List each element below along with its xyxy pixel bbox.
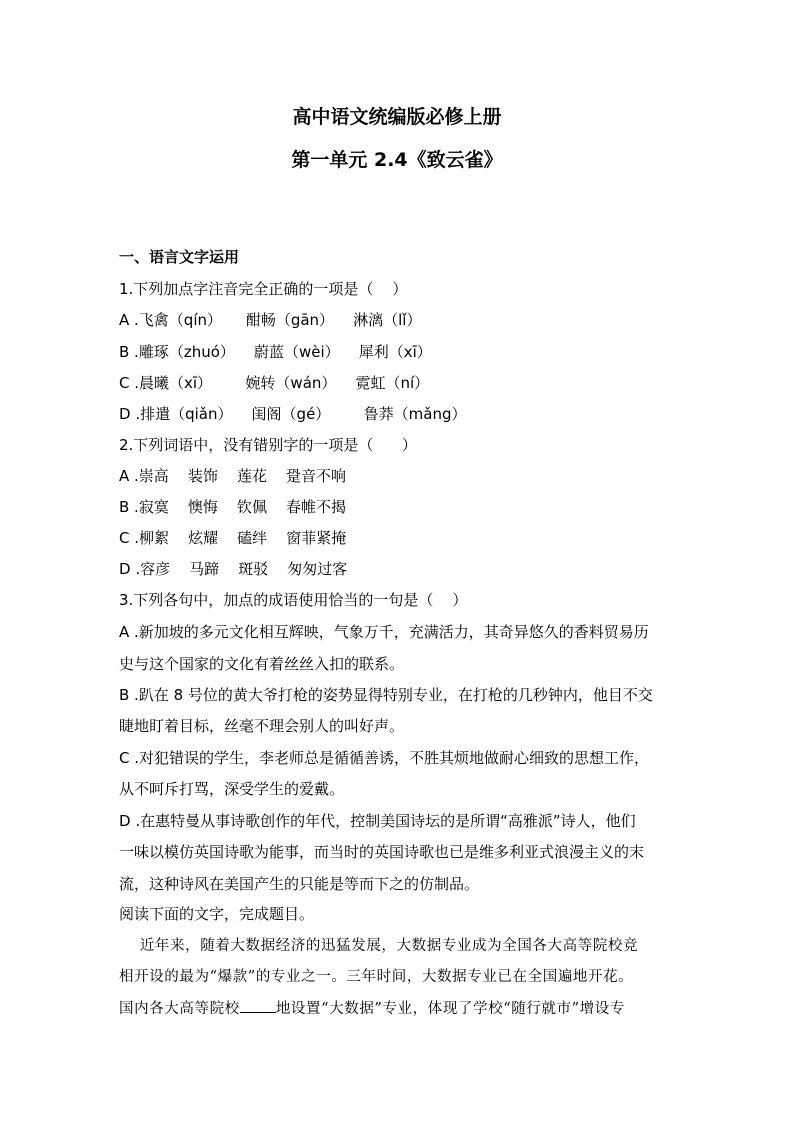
- question-3-option-b-cont: 睫地盯着目标，丝毫不理会别人的叫好声。: [119, 717, 405, 735]
- question-1-option-d: D .排遣（qiǎn） 闺阁（gé） 鲁莽（mǎng）: [119, 405, 467, 423]
- question-2-option-c: C .柳絮 炫耀 磕绊 窗菲紧掩: [119, 529, 347, 547]
- passage-line: 相开设的最为“爆款”的专业之一。三年时间，大数据专业已在全国遍地开花。: [119, 969, 634, 985]
- passage-line: 近年来，随着大数据经济的迅猛发展，大数据专业成为全国各大高等院校竞: [119, 938, 639, 954]
- question-3-option-d: D .在惠特曼从事诗歌创作的年代，控制美国诗坛的是所谓“高雅派”诗人，他们: [119, 812, 636, 830]
- question-1-option-c: C .晨曦（xī） 婉转（wán） 霓虹（ní）: [119, 374, 430, 392]
- question-3-option-c-cont: 从不呵斥打骂，深受学生的爱戴。: [119, 780, 345, 798]
- question-1-stem: 1.下列加点字注音完全正确的一项是（ ）: [119, 280, 408, 298]
- question-3-option-d-cont1: 一味以模仿英国诗歌为能事，而当时的英国诗歌也已是维多利亚式浪漫主义的末: [119, 843, 645, 861]
- question-3-option-d-cont2: 流，这种诗风在美国产生的只能是等而下之的仿制品。: [119, 875, 480, 893]
- passage-text: 国内各大高等院校: [119, 1001, 240, 1017]
- document-subtitle: 第一单元 2.4《致云雀》: [291, 149, 503, 171]
- question-2-stem: 2.下列词语中，没有错别字的一项是（ ）: [119, 436, 417, 454]
- question-1-option-b: B .雕琢（zhuó） 蔚蓝（wèi） 犀利（xī）: [119, 343, 432, 361]
- question-3-option-c: C .对犯错误的学生，李老师总是循循善诱，不胜其烦地做耐心细致的思想工作，: [119, 749, 650, 767]
- passage-text: 地设置“大数据”专业，体现了学校“随行就市”增设专: [275, 1001, 625, 1017]
- question-3-option-b: B .趴在 8 号位的黄大爷打枪的姿势显得特别专业，在打枪的几秒钟内，他目不交: [119, 686, 653, 704]
- question-1-option-a: A .飞禽（qín） 酣畅（gān） 淋漓（lǐ）: [119, 311, 422, 329]
- question-2-option-b: B .寂寞 懊悔 钦佩 春帷不揭: [119, 498, 347, 516]
- question-3-stem: 3.下列各句中，加点的成语使用恰当的一句是（ ）: [119, 591, 468, 609]
- document-title: 高中语文统编版必修上册: [292, 106, 502, 128]
- fill-in-blank: [240, 998, 276, 1013]
- question-3-option-a: A .新加坡的多元文化相互辉映，气象万千，充满活力，其奇异悠久的香料贸易历: [119, 623, 649, 641]
- passage-line: [119, 998, 625, 1019]
- question-3-option-a-cont: 史与这个国家的文化有着丝丝入扣的联系。: [119, 655, 405, 673]
- reading-instruction: 阅读下面的文字，完成题目。: [119, 905, 315, 923]
- question-2-option-d: D .容彦 马蹄 斑驳 匆匆过客: [119, 560, 348, 578]
- section-heading: 一、语言文字运用: [119, 248, 240, 266]
- question-2-option-a: A .崇高 装饰 莲花 跫音不响: [119, 467, 347, 485]
